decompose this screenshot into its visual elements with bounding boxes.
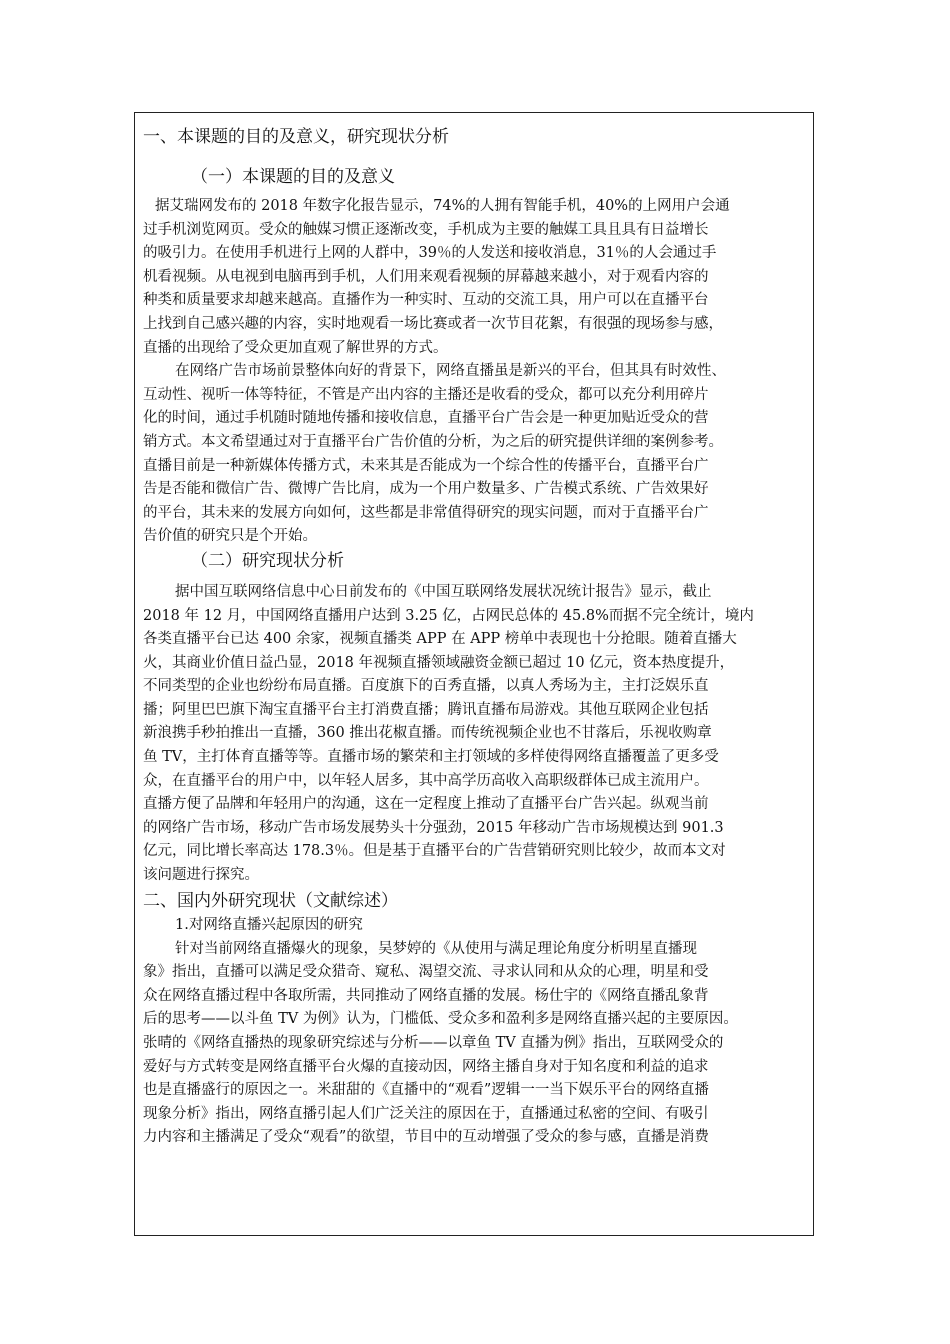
text-line: 的网络广告市场，移动广告市场发展势头十分强劲，2015 年移动广告市场规模达到 901.3 bbox=[143, 819, 724, 836]
text-line: 播；阿里巴巴旗下淘宝直播平台主打消费直播；腾讯直播布局游戏。其他互联网企业包括 bbox=[143, 701, 709, 718]
text-line: 亿元，同比增长率高达 178.3％。但是基于直播平台的广告营销研究则比较少，故而本文对 bbox=[143, 843, 726, 860]
section1-subtitle-status: （二）研究现状分析 bbox=[191, 550, 344, 571]
text-line: 2018 年 12 月，中国网络直播用户达到 3.25 亿，占网民总体的 45.8%而据不完全统计，境内 bbox=[143, 607, 754, 624]
document-frame bbox=[134, 112, 814, 1236]
text-line: 鱼 TV，主打体育直播等等。直播市场的繁荣和主打领域的多样使得网络直播覆盖了更多受 bbox=[143, 749, 719, 766]
text-line: 销方式。本文希望通过对于直播平台广告价值的分析，为之后的研究提供详细的案例参考。 bbox=[143, 433, 723, 450]
text-line: 种类和质量要求却越来越高。直播作为一种实时、互动的交流工具，用户可以在直播平台 bbox=[143, 292, 709, 309]
section1-title: 一、本课题的目的及意义，研究现状分析 bbox=[143, 127, 449, 147]
text-line: 在网络广告市场前景整体向好的背景下，网络直播虽是新兴的平台，但其具有时效性、 bbox=[175, 363, 726, 380]
text-line: 直播的出现给了受众更加直观了解世界的方式。 bbox=[143, 339, 448, 356]
text-line: 上找到自己感兴趣的内容，实时地观看一场比赛或者一次节目花絮，有很强的现场参与感， bbox=[143, 315, 723, 332]
text-line: 据艾瑞网发布的 2018 年数字化报告显示，74%的人拥有智能手机，40%的上网用户会通 bbox=[155, 198, 730, 214]
text-line: 后的思考——以斗鱼 TV 为例》认为，门槛低、受众多和盈利多是网络直播兴起的主要原因。 bbox=[143, 1011, 738, 1028]
section1-paragraph-2 bbox=[143, 360, 807, 549]
text-line: 众在网络直播过程中各取所需，共同推动了网络直播的发展。杨仕宇的《网络直播乱象背 bbox=[143, 987, 709, 1004]
text-line: 的吸引力。在使用手机进行上网的人群中，39％的人发送和接收消息，31％的人会通过手 bbox=[143, 245, 717, 262]
text-line: 各类直播平台已达 400 余家，视频直播类 APP 在 APP 榜单中表现也十分抢眼。随着直播大 bbox=[143, 631, 737, 648]
text-line: 象》指出，直播可以满足受众猎奇、窥私、渴望交流、寻求认同和从众的心理，明星和受 bbox=[143, 964, 709, 981]
section1-paragraph-3 bbox=[143, 581, 807, 888]
text-line: 直播目前是一种新媒体传播方式，未来其是否能成为一个综合性的传播平台，直播平台广 bbox=[143, 457, 709, 474]
text-line: 过手机浏览网页。受众的触媒习惯正逐渐改变，手机成为主要的触媒工具且具有日益增长 bbox=[143, 221, 709, 238]
text-line: 火，其商业价值日益凸显，2018 年视频直播领域融资金额已超过 10 亿元，资本热度提升， bbox=[143, 654, 735, 671]
text-line: 针对当前网络直播爆火的现象，吴梦婷的《从使用与满足理论角度分析明星直播现 bbox=[175, 940, 697, 957]
text-line: 爱好与方式转变是网络直播平台火爆的直接动因，网络主播自身对于知名度和利益的追求 bbox=[143, 1058, 709, 1075]
text-line: 不同类型的企业也纷纷布局直播。百度旗下的百秀直播，以真人秀场为主，主打泛娱乐直 bbox=[143, 678, 709, 695]
text-line: 告是否能和微信广告、微博广告比肩，成为一个用户数量多、广告模式系统、广告效果好 bbox=[143, 481, 709, 498]
text-line: 的平台，其未来的发展方向如何，这些都是非常值得研究的现实问题，而对于直播平台广 bbox=[143, 504, 709, 521]
section2-subtitle: 1.对网络直播兴起原因的研究 bbox=[175, 916, 363, 933]
text-line: 据中国互联网络信息中心日前发布的《中国互联网络发展状况统计报告》显示，截止 bbox=[175, 583, 712, 600]
text-line: 张晴的《网络直播热的现象研究综述与分析——以章鱼 TV 直播为例》指出，互联网受众的 bbox=[143, 1035, 724, 1051]
text-line: 直播方便了品牌和年轻用户的沟通，这在一定程度上推动了直播平台广告兴起。纵观当前 bbox=[143, 796, 709, 813]
text-line: 新浪携手秒拍推出一直播，360 推出花椒直播。而传统视频企业也不甘落后，乐视收购章 bbox=[143, 725, 712, 742]
section2-title: 二、国内外研究现状（文献综述） bbox=[143, 890, 398, 911]
text-line: 众，在直播平台的用户中，以年轻人居多，其中高学历高收入高职级群体已成主流用户。 bbox=[143, 772, 709, 789]
text-line: 力内容和主播满足了受众“观看”的欲望，节目中的互动增强了受众的参与感，直播是消费 bbox=[143, 1129, 709, 1146]
section2-paragraph-1 bbox=[143, 938, 807, 1150]
section1-subtitle-purpose: （一）本课题的目的及意义 bbox=[191, 167, 395, 187]
text-line: 该问题进行探究。 bbox=[143, 867, 259, 884]
text-line: 现象分析》指出，网络直播引起人们广泛关注的原因在于，直播通过私密的空间、有吸引 bbox=[143, 1105, 709, 1122]
text-line: 机看视频。从电视到电脑再到手机，人们用来观看视频的屏幕越来越小，对于观看内容的 bbox=[143, 268, 709, 285]
section1-paragraph-1 bbox=[143, 195, 807, 360]
text-line: 化的时间，通过手机随时随地传播和接收信息，直播平台广告会是一种更加贴近受众的营 bbox=[143, 410, 709, 427]
text-line: 告价值的研究只是个开始。 bbox=[143, 528, 317, 545]
text-line: 互动性、视听一体等特征，不管是产出内容的主播还是收看的受众，都可以充分利用碎片 bbox=[143, 386, 709, 403]
text-line: 也是直播盛行的原因之一。米甜甜的《直播中的“观看”逻辑一一当下娱乐平台的网络直播 bbox=[143, 1082, 709, 1099]
